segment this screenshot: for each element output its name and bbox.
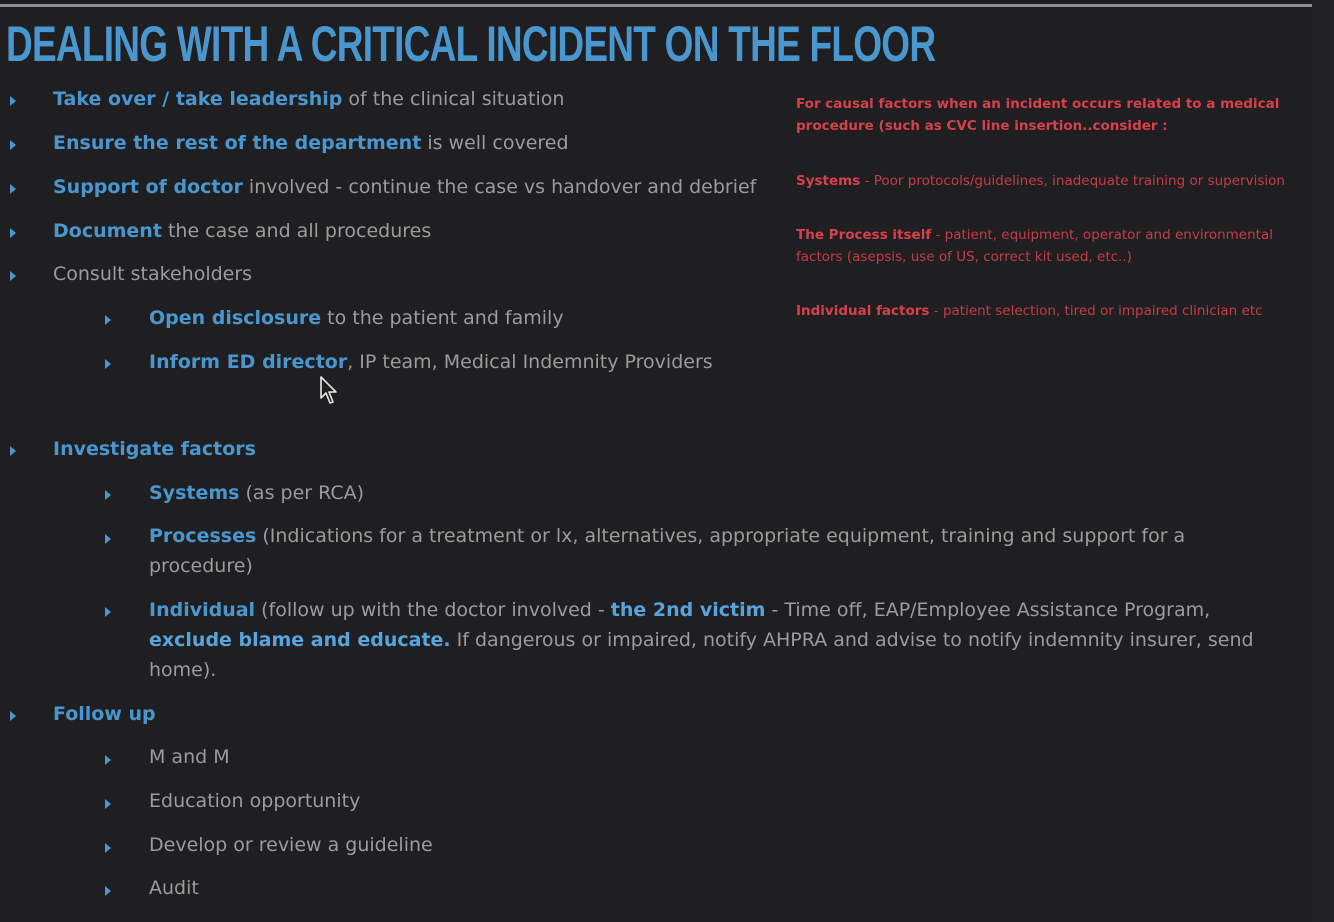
bullet-text: of the clinical situation xyxy=(342,88,565,110)
second-victim-text: the 2nd victim xyxy=(610,599,766,621)
bullet-arrow-icon xyxy=(10,271,16,281)
sidebar-lead: Systems xyxy=(796,173,861,189)
bullet-text: is well covered xyxy=(421,132,569,154)
bullet-text: M and M xyxy=(149,746,230,768)
bullet-text: - Time off, EAP/Employee Assistance Program, xyxy=(765,599,1211,621)
bullet-text: the case and all procedures xyxy=(161,220,432,242)
top-border xyxy=(0,4,1312,7)
bullet-open-disclosure xyxy=(149,303,564,333)
bullet-arrow-icon xyxy=(105,755,111,765)
bullet-arrow-icon xyxy=(10,140,16,150)
bullet-arrow-icon xyxy=(10,184,16,194)
right-edge xyxy=(1312,0,1334,922)
bullet-text: (as per RCA) xyxy=(239,482,365,504)
mouse-pointer-icon xyxy=(320,376,340,406)
bullet-text: Consult stakeholders xyxy=(53,263,253,285)
bullet-m-and-m xyxy=(149,742,230,772)
sidebar-text: - patient, equipment, operator and environmental factors (asepsis, use of US, correct kit used, etc..) xyxy=(796,227,1273,265)
exclude-blame-text: exclude blame and educate. xyxy=(149,629,451,651)
bullet-systems xyxy=(149,478,364,508)
bullet-text: (follow up with the doctor involved - xyxy=(255,599,611,621)
sidebar-process xyxy=(796,224,1316,268)
bullet-bold: Support of doctor xyxy=(53,176,243,198)
bullet-bold: Inform ED director xyxy=(149,351,348,373)
bullet-arrow-icon xyxy=(105,886,111,896)
bullet-arrow-icon xyxy=(105,799,111,809)
bullet-text: If dangerous or impaired, notify AHPRA and advise to notify indemnity insurer, send home). xyxy=(149,629,1254,681)
bullet-text: involved - continue the case vs handover and debrief xyxy=(242,176,757,198)
bullet-arrow-icon xyxy=(105,490,111,500)
bullet-text: Audit xyxy=(149,877,199,899)
bullet-education xyxy=(149,786,360,816)
bullet-bold: Investigate factors xyxy=(53,438,256,460)
sidebar-intro: For causal factors when an incident occurs related to a medical procedure (such as CVC line insertion..consider : xyxy=(796,96,1280,134)
sidebar-text: - Poor protocols/guidelines, inadequate training or supervision xyxy=(860,173,1285,189)
bullet-text: to the patient and family xyxy=(321,307,564,329)
bullet-bold: Document xyxy=(53,220,162,242)
bullet-bold: Processes xyxy=(149,525,257,547)
bullet-arrow-icon xyxy=(105,359,111,369)
bullet-bold: Open disclosure xyxy=(149,307,322,329)
bullet-investigate xyxy=(53,434,256,464)
bullet-arrow-icon xyxy=(105,843,111,853)
bullet-bold: Follow up xyxy=(53,703,156,725)
bullet-document xyxy=(53,216,431,246)
sidebar-lead: The Process itself xyxy=(796,227,932,243)
bullet-bold: Systems xyxy=(149,482,240,504)
bullet-arrow-icon xyxy=(105,534,111,544)
bullet-text: (Indications for a treatment or lx, alternatives, appropriate equipment, training and support for a procedure) xyxy=(149,525,1186,577)
bullet-text: Education opportunity xyxy=(149,790,361,812)
bullet-individual xyxy=(149,595,1299,685)
bullet-consult xyxy=(53,259,252,289)
bullet-arrow-icon xyxy=(10,96,16,106)
sidebar-text: - patient selection, tired or impaired clinician etc xyxy=(929,303,1263,319)
bullet-support xyxy=(53,172,756,202)
bullet-audit xyxy=(149,873,199,903)
bullet-take-over xyxy=(53,84,564,114)
bullet-arrow-icon xyxy=(105,315,111,325)
bullet-text: , IP team, Medical Indemnity Providers xyxy=(347,351,713,373)
bullet-ensure xyxy=(53,128,569,158)
bullet-arrow-icon xyxy=(10,446,16,456)
bullet-arrow-icon xyxy=(10,711,16,721)
sidebar-systems xyxy=(796,170,1326,192)
bullet-text: Develop or review a guideline xyxy=(149,834,433,856)
bullet-bold: Take over / take leadership xyxy=(53,88,343,110)
slide-title: DEALING WITH A CRITICAL INCIDENT ON THE FLOOR xyxy=(6,16,936,72)
bullet-processes xyxy=(149,521,1229,581)
bullet-arrow-icon xyxy=(10,228,16,238)
sidebar-lead: Individual factors xyxy=(796,303,930,319)
bullet-guideline xyxy=(149,830,433,860)
bullet-follow-up xyxy=(53,699,156,729)
bullet-inform xyxy=(149,347,713,377)
bullet-bold: Individual xyxy=(149,599,256,621)
bullet-bold: Ensure the rest of the department xyxy=(53,132,422,154)
sidebar-individual xyxy=(796,300,1316,322)
bullet-arrow-icon xyxy=(105,607,111,617)
